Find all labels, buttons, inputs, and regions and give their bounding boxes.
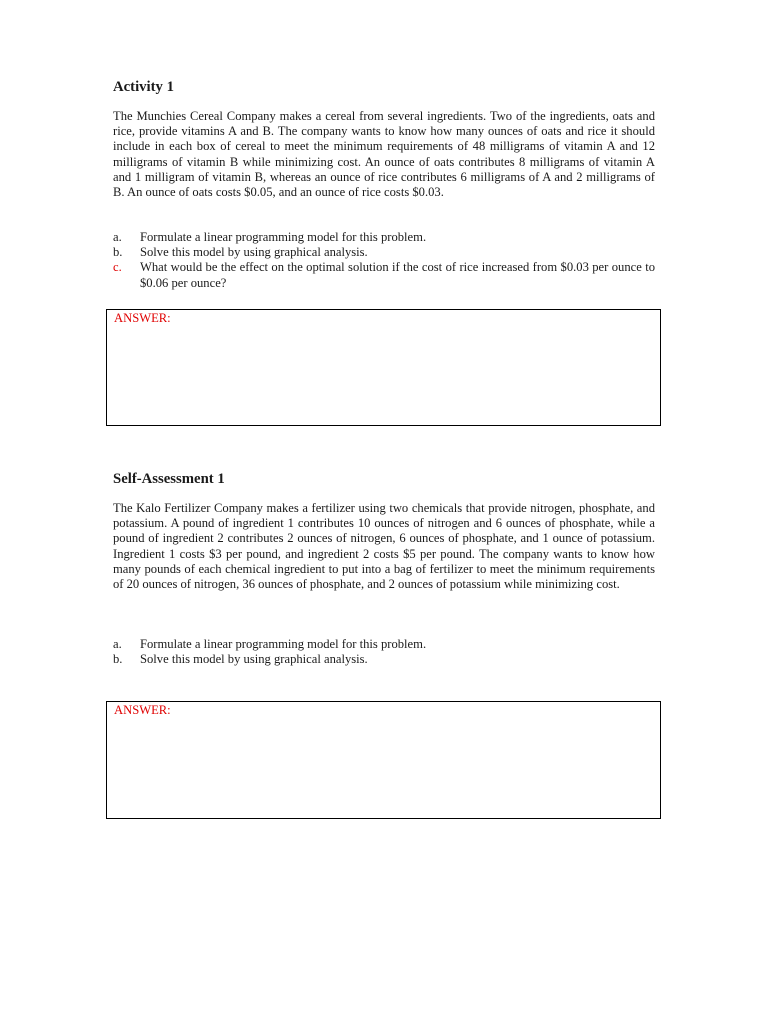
activity-1-body xyxy=(113,109,655,200)
activity-1-answer-box[interactable] xyxy=(106,309,661,426)
activity-1-paragraph: The Munchies Cereal Company makes a cereal from several ingredients. Two of the ingredients, oats and rice, provide vitamins A and B. The company wants to know how many ounces of oats and rice it should include in each box of cereal to meet the minimum requirements of 48 milligrams of vitamin A and 12 milligrams of vitamin B while minimizing cost. An ounce of oats contributes 8 milligrams of vitamin A and 1 milligram of vitamin B, whereas an ounce of rice contributes 6 milligrams of A and 2 milligrams of B. An ounce of oats costs $0.05, and an ounce of rice costs $0.03. xyxy=(113,109,655,200)
list-item xyxy=(113,637,655,652)
list-item-text: What would be the effect on the optimal solution if the cost of rice increased from $0.03 per ounce to $0.06 per ounce? xyxy=(140,260,655,290)
list-item-text: Solve this model by using graphical analysis. xyxy=(140,245,368,260)
list-item-text: Formulate a linear programming model for this problem. xyxy=(140,637,427,651)
list-item xyxy=(113,260,655,290)
list-item-text: Formulate a linear programming model for this problem. xyxy=(140,230,427,244)
list-marker-b: b. xyxy=(113,652,123,667)
self-assessment-1-questions xyxy=(113,637,655,667)
self-assessment-1-answer-box[interactable] xyxy=(106,701,661,819)
activity-1-question-list xyxy=(113,230,655,291)
self-assessment-1-question-list xyxy=(113,637,655,667)
self-assessment-1-section xyxy=(113,472,655,488)
self-assessment-1-heading: Self-Assessment 1 xyxy=(113,471,225,487)
list-item xyxy=(113,652,655,667)
activity-1-section xyxy=(113,80,655,96)
self-assessment-1-paragraph: The Kalo Fertilizer Company makes a fertilizer using two chemicals that provide nitrogen, phosphate, and potassium. A pound of ingredient 1 contributes 10 ounces of nitrogen and 6 ounces of phosphate, while a pound of ingredient 2 contributes 2 ounces of nitrogen, 6 ounces of phosphate, and 1 ounce of potassium. Ingredient 1 costs $3 per pound, and ingredient 2 costs $5 per pound. The company wants to know how many pounds of each chemical ingredient to put into a bag of fertilizer to meet the minimum requirements of 20 ounces of nitrogen, 36 ounces of phosphate, and 2 ounces of potassium while minimizing cost. xyxy=(113,501,655,592)
list-item xyxy=(113,245,655,260)
list-marker-b: b. xyxy=(113,245,123,260)
list-marker-a: a. xyxy=(113,637,122,651)
list-marker-c: c. xyxy=(113,260,122,275)
activity-1-questions xyxy=(113,230,655,291)
self-assessment-1-body xyxy=(113,501,655,592)
answer-label: ANSWER: xyxy=(114,311,171,325)
list-item-text: Solve this model by using graphical analysis. xyxy=(140,652,368,667)
activity-1-heading: Activity 1 xyxy=(113,79,174,95)
answer-label: ANSWER: xyxy=(114,703,171,717)
list-marker-a: a. xyxy=(113,230,122,244)
list-item xyxy=(113,230,655,245)
